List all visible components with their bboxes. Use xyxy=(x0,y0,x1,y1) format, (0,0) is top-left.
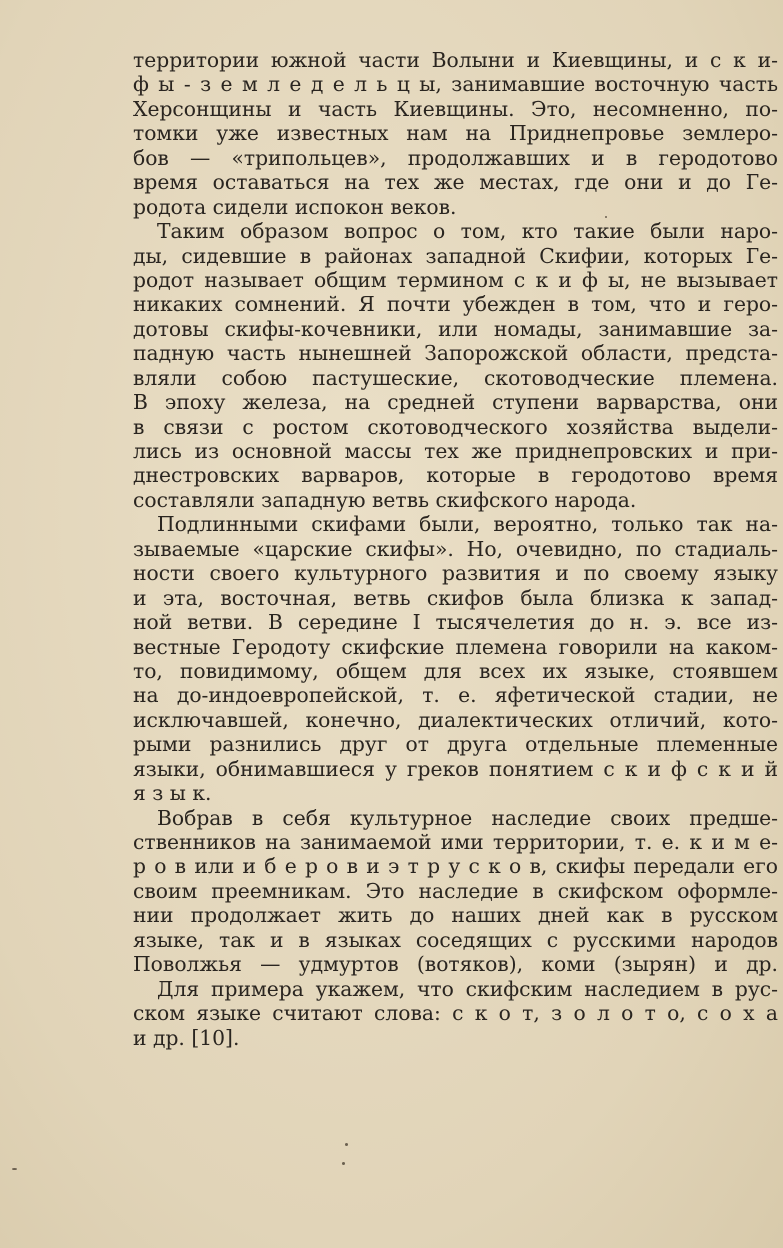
print-speck xyxy=(345,1143,348,1146)
text-line: днестровских варваров, которые в геродотово время xyxy=(133,463,778,488)
text-line: родота сидели испокон веков. xyxy=(133,194,457,219)
page-text xyxy=(133,48,778,1050)
text-line: исключавшей, конечно, диалектических отличий, кото- xyxy=(133,707,778,732)
text-line: ности своего культурного развития и по своему языку xyxy=(133,561,778,586)
text-line: ственников на занимаемой ими территории, т. е. к и м е- xyxy=(133,830,778,854)
print-speck xyxy=(342,1162,345,1165)
text-line: томки уже известных нам на Приднепровье землеро- xyxy=(133,121,778,146)
text-line: дотовы скифы-кочевники, или номады, занимавшие за- xyxy=(133,316,778,341)
print-speck xyxy=(605,216,607,218)
text-line: территории южной части Волыни и Киевщины, и с к и- xyxy=(133,48,778,72)
paragraph-2 xyxy=(133,219,778,512)
text-line: Для примера укажем, что скифским наследием в рус- xyxy=(157,976,778,1001)
text-line: своим преемникам. Это наследие в скифском оформле- xyxy=(133,878,778,903)
text-line: р о в или и б е р о в и э т р у с к о в, скифы передали его xyxy=(133,854,778,879)
paragraph-4 xyxy=(133,806,778,977)
text-line: падную часть нынешней Запорожской области, предста- xyxy=(133,341,778,366)
text-line: ф ы - з е м л е д е л ь ц ы, занимавшие восточную часть xyxy=(133,72,778,97)
text-line: вестные Геродоту скифские племена говорили на каком- xyxy=(133,634,778,659)
text-line: и др. [10]. xyxy=(133,1025,240,1050)
print-speck xyxy=(12,1168,17,1170)
text-line: никаких сомнений. Я почти убежден в том, что и геро- xyxy=(133,292,778,317)
text-line: вляли собою пастушеские, скотоводческие племена. xyxy=(133,365,778,390)
text-line: ском языке считают слова: с к о т, з о л о т о, с о х а xyxy=(133,1001,778,1026)
text-line: Поволжья — удмуртов (вотяков), коми (зырян) и др. xyxy=(133,952,778,977)
text-line: лись из основной массы тех же приднепровских и при- xyxy=(133,439,778,463)
text-line: ды, сидевшие в районах западной Скифии, которых Ге- xyxy=(133,243,778,268)
paragraph-5 xyxy=(133,977,778,1050)
text-line: Херсонщины и часть Киевщины. Это, несомненно, по- xyxy=(133,96,778,121)
text-line: языке, так и в языках соседящих с русскими народов xyxy=(133,927,778,952)
text-line: на до-индоевропейской, т. е. яфетической стадии, не xyxy=(133,683,778,708)
text-line: В эпоху железа, на средней ступени варварства, они xyxy=(133,390,778,415)
text-line: в связи с ростом скотоводческого хозяйства выдели- xyxy=(133,414,778,439)
text-line: ной ветви. В середине I тысячелетия до н. э. все из- xyxy=(133,610,778,635)
text-line: родот называет общим термином с к и ф ы, не вызывает xyxy=(133,267,778,292)
text-line: я з ы к. xyxy=(133,781,212,806)
text-line: время оставаться на тех же местах, где они и до Ге- xyxy=(133,170,778,195)
text-line: языки, обнимавшиеся у греков понятием с к и ф с к и й xyxy=(133,756,778,781)
text-line: бов — «трипольцев», продолжавших и в геродотово xyxy=(133,145,778,170)
paragraph-1 xyxy=(133,48,778,219)
text-line: и эта, восточная, ветвь скифов была близка к запад- xyxy=(133,585,778,610)
paragraph-3 xyxy=(133,512,778,805)
text-line: нии продолжает жить до наших дней как в русском xyxy=(133,903,778,928)
text-line: зываемые «царские скифы». Но, очевидно, по стадиаль- xyxy=(133,536,778,561)
text-line: Таким образом вопрос о том, кто такие были наро- xyxy=(157,219,778,244)
text-line: то, повидимому, общем для всех их языке, стоявшем xyxy=(133,658,778,683)
text-line: рыми разнились друг от друга отдельные племенные xyxy=(133,732,778,757)
text-line: Вобрав в себя культурное наследие своих предше- xyxy=(157,805,778,830)
text-line: составляли западную ветвь скифского народа. xyxy=(133,487,637,512)
text-line: Подлинными скифами были, вероятно, только так на- xyxy=(157,512,778,537)
